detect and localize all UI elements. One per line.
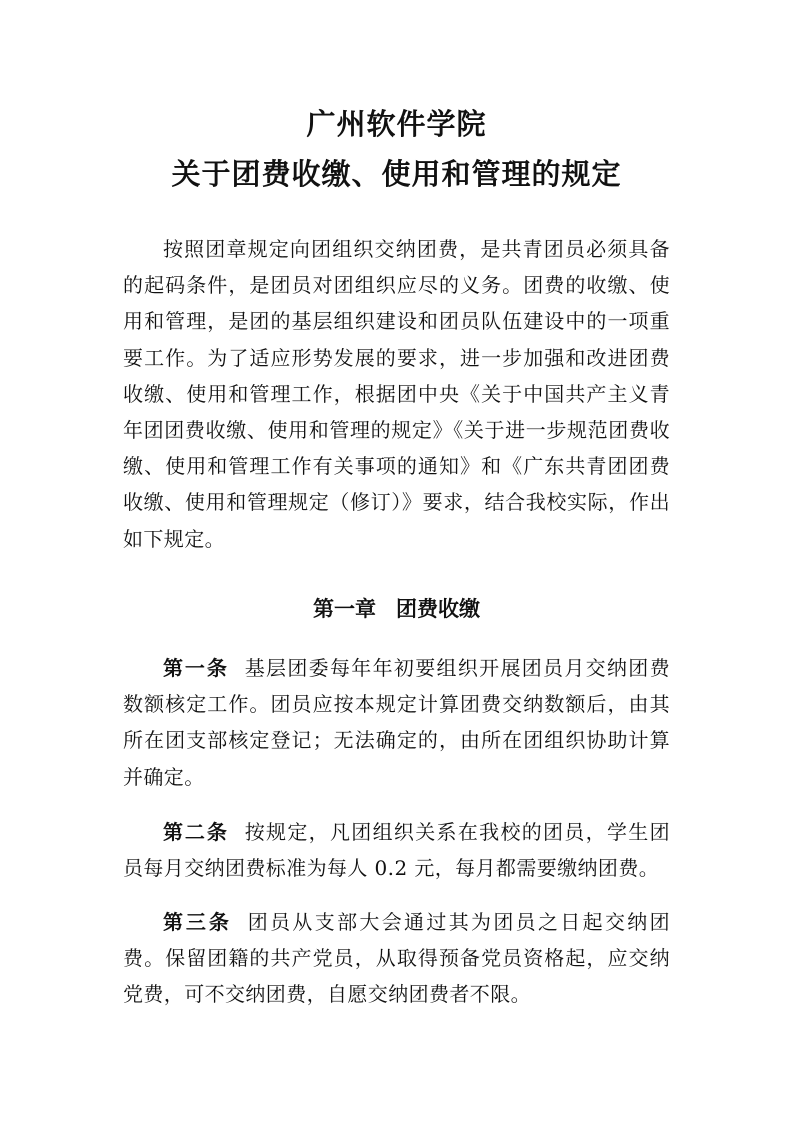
article-paragraph-3 <box>123 904 670 1013</box>
article-text: 团员从支部大会通过其为团员之日起交纳团费。保留团籍的共产党员，从取得预备党员资格起，应交纳党费，可不交纳团费，自愿交纳团费者不限。 <box>123 910 671 1007</box>
document-title-school: 广州软件学院 <box>306 107 487 141</box>
article-text: 按规定，凡团组织关系在我校的团员，学生团员每月交纳团费标准为每人 0.2 元，每月都需要缴纳团费。 <box>123 820 671 881</box>
article-label: 第一条 <box>163 656 229 680</box>
article-label: 第二条 <box>163 820 229 844</box>
article-label: 第三条 <box>163 910 232 934</box>
intro-paragraph: 按照团章规定向团组织交纳团费，是共青团员必须具备的起码条件，是团员对团组织应尽的义务。团费的收缴、使用和管理，是团的基层组织建设和团员队伍建设中的一项重要工作。为了适应形势发展的要求，进一步加强和改进团费收缴、使用和管理工作，根据团中央《关于中国共产主义青年团团费收缴、使用和管理的规定》《关于进一步规范团费收缴、使用和管理工作有关事项的通知》和《广东共青团团费收缴、使用和管理规定（修订）》要求，结合我校实际，作出如下规定。 <box>123 237 670 551</box>
chapter-name: 团费收缴 <box>396 597 480 621</box>
article-text: 基层团委每年年初要组织开展团员月交纳团费数额核定工作。团员应按本规定计算团费交纳数额后，由其所在团支部核定登记；无法确定的，由所在团组织协助计算并确定。 <box>123 656 671 789</box>
chapter-number: 第一章 <box>313 597 376 621</box>
chapter-heading <box>0 591 793 627</box>
article-paragraph-1 <box>123 650 670 795</box>
document-title-subject: 关于团费收缴、使用和管理的规定 <box>171 157 622 191</box>
article-paragraph-2 <box>123 814 670 886</box>
